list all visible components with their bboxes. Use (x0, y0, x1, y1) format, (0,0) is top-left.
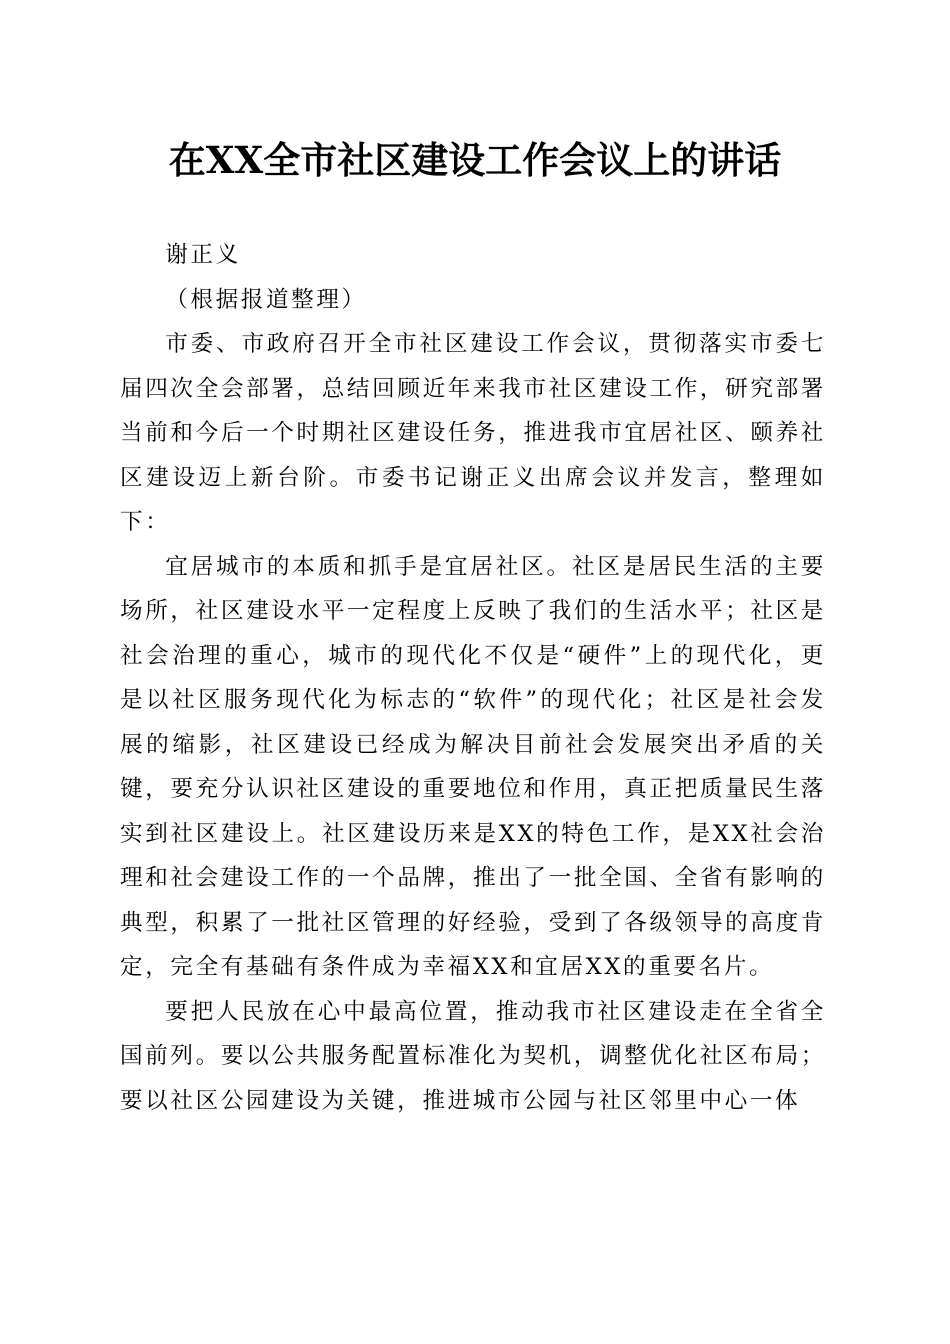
document-title: 在XX全市社区建设工作会议上的讲话 (168, 138, 782, 182)
paragraph: 要把人民放在心中最高位置，推动我市社区建设走在全省全国前列。要以公共服务配置标准化为契机，调整优化社区布局；要以社区公园建设为关键，推进城市公园与社区邻里中心一体 (120, 998, 826, 1114)
paragraph: 宜居城市的本质和抓手是宜居社区。社区是居民生活的主要场所，社区建设水平一定程度上反映了我们的生活水平；社区是社会治理的重心，城市的现代化不仅是“硬件”上的现代化，更是以社区服务现代化为标志的“软件”的现代化；社区是社会发展的缩影，社区建设已经成为解决目前社会发展突出矛盾的关键，要充分认识社区建设的重要地位和作用，真正把质量民生落实到社区建设上。社区建设历来是XX的特色工作，是XX社会治理和社会建设工作的一个品牌，推出了一批全国、全省有影响的典型，积累了一批社区管理的好经验，受到了各级领导的高度肯定，完全有基础有条件成为幸福XX和宜居XX的重要名片。 (120, 553, 826, 980)
document-body (120, 233, 826, 1123)
source-note: （根据报道整理） (165, 286, 367, 313)
paragraph: 市委、市政府召开全市社区建设工作会议，贯彻落实市委七届四次全会部署，总结回顾近年来我市社区建设工作，研究部署当前和今后一个时期社区建设任务，推进我市宜居社区、颐养社区建设迈上新台阶。市委书记谢正义出席会议并发言，整理如下： (120, 331, 826, 535)
author-line: 谢正义 (165, 242, 241, 268)
